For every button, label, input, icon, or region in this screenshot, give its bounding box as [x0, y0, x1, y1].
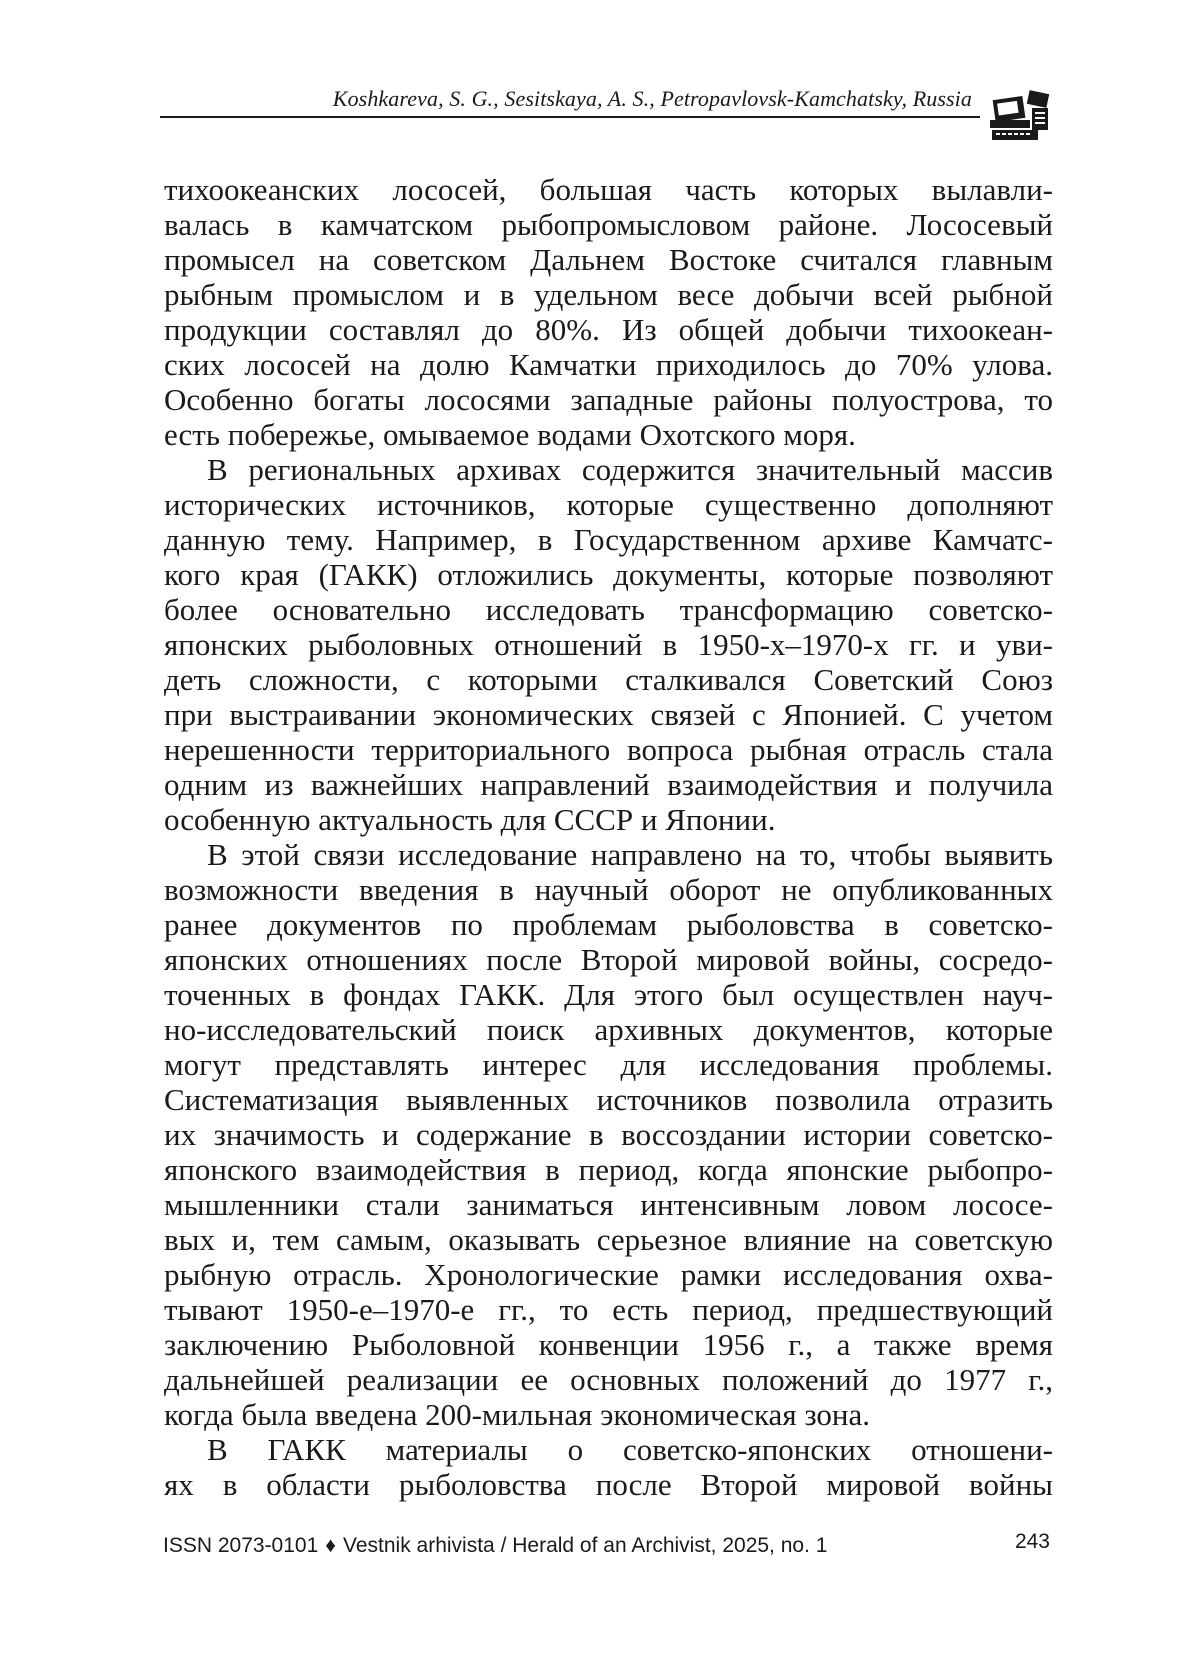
- text-line: В ГАКК материалы о советско-японских отношени-: [207, 1432, 1053, 1467]
- text-line: более основательно исследовать трансформацию советско-: [164, 592, 1053, 627]
- text-line: исторических источников, которые существенно дополняют: [164, 487, 1053, 522]
- text-line: продукции составлял до 80%. Из общей добычи тихоокеан-: [164, 312, 1053, 347]
- text-line: кого края (ГАКК) отложились документы, которые позволяют: [164, 557, 1053, 592]
- text-line: японского взаимодействия в период, когда японские рыбопро-: [164, 1152, 1053, 1187]
- running-header: [160, 84, 980, 118]
- page-number: 243: [1014, 1530, 1050, 1553]
- text-line: Систематизация выявленных источников позволила отразить: [164, 1082, 1053, 1117]
- text-line: но-исследовательский поиск архивных документов, которые: [164, 1012, 1053, 1047]
- text-line: вых и, тем самым, оказывать серьезное влияние на советскую: [164, 1222, 1053, 1257]
- text-line: деть сложности, с которыми сталкивался Советский Союз: [164, 662, 1053, 697]
- header-rule: [160, 116, 980, 118]
- body-text: [164, 172, 1053, 1502]
- text-line: тывают 1950-е–1970-е гг., то есть период, предшествующий: [164, 1292, 1053, 1327]
- issn: ISSN 2073-0101: [163, 1534, 319, 1557]
- computer-icon: [988, 86, 1054, 146]
- text-line: тихоокеанских лососей, большая часть которых вылавли-: [164, 172, 1053, 207]
- text-line: данную тему. Например, в Государственном архиве Камчатс-: [164, 522, 1053, 557]
- running-title: Koshkareva, S. G., Sesitskaya, A. S., Petropavlovsk-Kamchatsky, Russia: [332, 86, 972, 111]
- text-line: В этой связи исследование направлено на то, чтобы выявить: [207, 837, 1053, 872]
- text-line: могут представлять интерес для исследования проблемы.: [164, 1047, 1053, 1082]
- text-line: японских отношениях после Второй мировой войны, сосредо-: [164, 942, 1053, 977]
- text-line: промысел на советском Дальнем Востоке считался главным: [164, 242, 1053, 277]
- text-line: нерешенности территориального вопроса рыбная отрасль стала: [164, 732, 1053, 767]
- diamond-icon: ♦: [325, 1534, 336, 1557]
- text-line: В региональных архивах содержится значительный массив: [207, 452, 1053, 487]
- footer-citation: [163, 1534, 827, 1558]
- text-line: дальнейшей реализации ее основных положений до 1977 г.,: [164, 1362, 1053, 1397]
- text-line: есть побережье, омываемое водами Охотского моря.: [164, 417, 856, 452]
- text-line: ских лососей на долю Камчатки приходилось до 70% улова.: [164, 347, 1053, 382]
- journal-citation: Vestnik arhivista / Herald of an Archivist, 2025, no. 1: [343, 1534, 828, 1557]
- text-line: ях в области рыболовства после Второй мировой войны: [164, 1467, 1053, 1502]
- text-line: точенных в фондах ГАКК. Для этого был осуществлен науч-: [164, 977, 1053, 1012]
- text-line: их значимость и содержание в воссоздании истории советско-: [164, 1117, 1053, 1152]
- text-line: Особенно богаты лососями западные районы полуострова, то: [164, 382, 1053, 417]
- text-line: рыбную отрасль. Хронологические рамки исследования охва-: [164, 1257, 1053, 1292]
- text-line: японских рыболовных отношений в 1950-х–1970-х гг. и уви-: [164, 627, 1053, 662]
- text-line: при выстраивании экономических связей с Японией. С учетом: [164, 697, 1053, 732]
- text-line: мышленники стали заниматься интенсивным ловом лососе-: [164, 1187, 1053, 1222]
- text-line: валась в камчатском рыбопромысловом районе. Лососевый: [164, 207, 1053, 242]
- text-line: когда была введена 200-мильная экономическая зона.: [164, 1397, 870, 1432]
- text-line: одним из важнейших направлений взаимодействия и получила: [164, 767, 1053, 802]
- text-line: ранее документов по проблемам рыболовства в советско-: [164, 907, 1053, 942]
- text-line: рыбным промыслом и в удельном весе добычи всей рыбной: [164, 277, 1053, 312]
- text-line: возможности введения в научный оборот не опубликованных: [164, 872, 1053, 907]
- text-line: заключению Рыболовной конвенции 1956 г., а также время: [164, 1327, 1053, 1362]
- text-line: особенную актуальность для СССР и Японии.: [164, 802, 776, 837]
